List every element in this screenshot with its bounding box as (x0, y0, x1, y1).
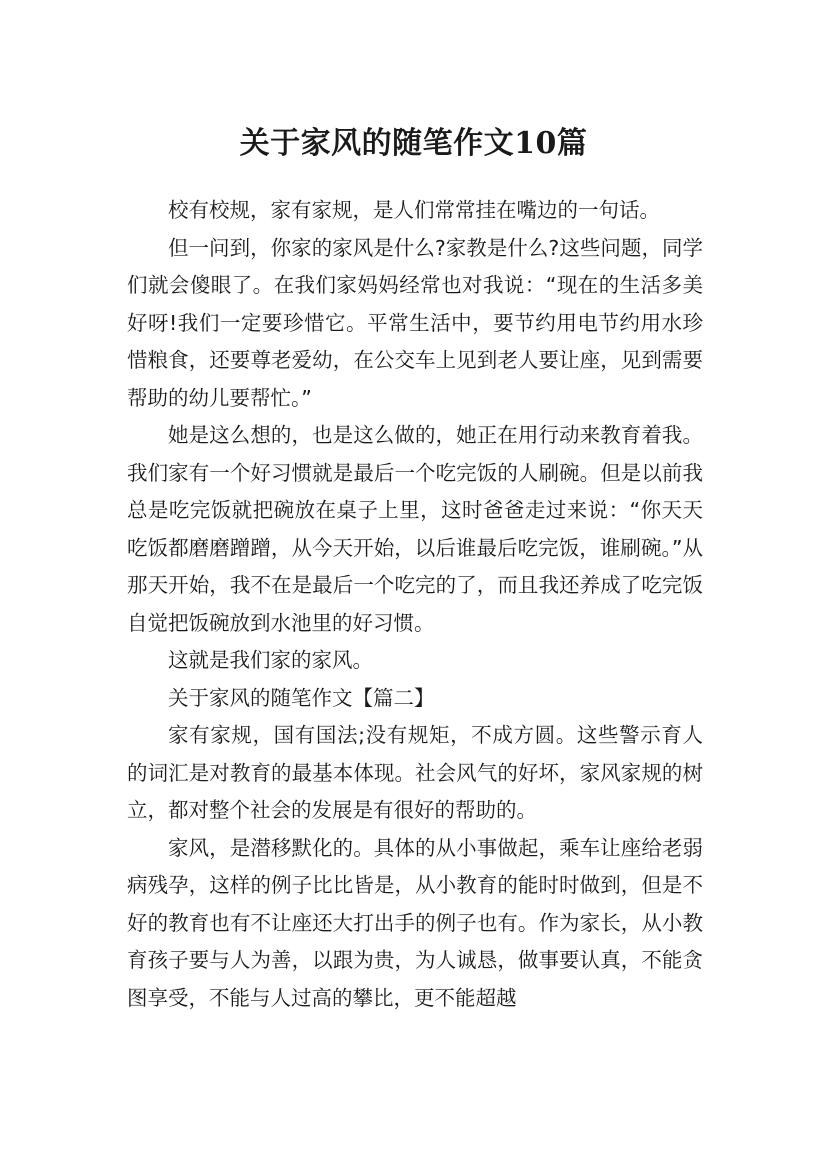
paragraph: 校有校规，家有家规，是人们常常挂在嘴边的一句话。 (168, 198, 660, 222)
section-heading: 关于家风的随笔作文【篇二】 (168, 685, 435, 710)
paragraph: 家有家规，国有国法;没有规矩，不成方圆。这些警示育人的词汇是对教育的最基本体现。社会风气的好坏，家风家规的树立，都对整个社会的发展是有很好的帮助的。 (127, 723, 703, 822)
paragraph: 但一问到，你家的家风是什么?家教是什么?这些问题，同学们就会傻眼了。在我们家妈妈经常也对我说：“现在的生活多美好呀!我们一定要珍惜它。平常生活中，要节约用电节约用水珍惜粮食，还要尊老爱幼，在公交车上见到老人要让座，见到需要帮助的幼儿要帮忙。” (127, 235, 703, 410)
paragraph: 她是这么想的，也是这么做的，她正在用行动来教育着我。我们家有一个好习惯就是最后一个吃完饭的人刷碗。但是以前我总是吃完饭就把碗放在桌子上里，这时爸爸走过来说：“你天天吃饭都磨磨蹭蹭，从今天开始，以后谁最后吃完饭，谁刷碗。”从那天开始，我不在是最后一个吃完的了，而且我还养成了吃完饭自觉把饭碗放到水池里的好习惯。 (127, 423, 703, 635)
document-title: 关于家风的随笔作文10篇 (239, 126, 588, 162)
document-body (127, 192, 703, 1017)
paragraph: 这就是我们家的家风。 (168, 648, 373, 672)
paragraph: 家风，是潜移默化的。具体的从小事做起，乘车让座给老弱病残孕，这样的例子比比皆是，从小教育的能时时做到，但是不好的教育也有不让座还大打出手的例子也有。作为家长，从小教育孩子要与人为善，以跟为贵，为人诚恳，做事要认真，不能贪图享受，不能与人过高的攀比，更不能超越 (127, 835, 703, 1010)
